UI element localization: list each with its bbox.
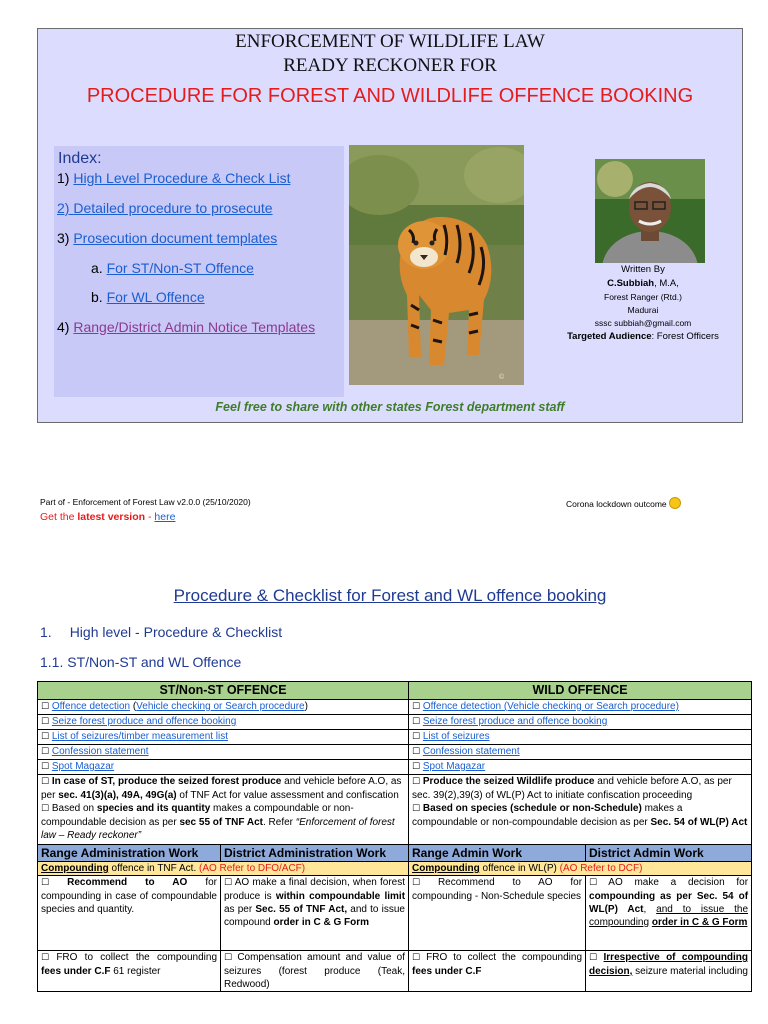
svg-text:©: © [499,374,505,381]
r2c4-a: Irrespective of compounding decision, [589,952,749,977]
wl-case-b: and vehicle before A.O, as per sec. 39(2),39(3) of WL(P) Act to initiate confiscation proceeding [412,776,732,801]
checkbox-icon: ☐ [224,878,233,888]
st-link-confession[interactable]: Confession statement [51,746,149,757]
part-of-note: Part of - Enforcement of Forest Law v2.0.0 (25/10/2020) [40,497,251,507]
index-num: b. [91,289,107,305]
st-case-a: In case of ST, produce the seized forest produce [51,776,282,787]
st-case-c: sec. 41(3)(a), 49A, 49G(a) [58,790,177,801]
range-fees-cell [38,951,221,992]
procedure-table [37,681,752,992]
checkbox-icon: ☐ [412,777,421,787]
checkbox-icon: ☐ [412,702,421,712]
wl-compounding-label: Compounding [412,863,480,874]
audience-value: : Forest Officers [651,331,719,342]
smiley-icon [669,497,681,509]
checkbox-icon: ☐ [412,732,421,742]
index-link-wl-offence[interactable]: For WL Offence [106,289,205,305]
r1c4-c: , [643,904,657,915]
author-photo [595,159,705,263]
wl-link-spot-magazar[interactable]: Spot Magazar [422,761,486,772]
st-compounding-label: Compounding [41,863,109,874]
r2c1-c: 61 register [110,966,161,977]
district-decision-cell [221,876,409,951]
st-link-row [38,715,409,730]
author-email: sssc subbiah@gmail.com [594,318,692,328]
wl-link-row [409,745,752,760]
wl-range-fees-cell [409,951,586,992]
wl-district-irrespective-cell [586,951,752,992]
index-link-st-offence[interactable]: For ST/Non-ST Offence [106,260,254,276]
st-basis-item [41,802,405,842]
st-compounding-text: offence in TNF Act. [108,863,199,874]
tiger-photo [349,145,524,385]
checkbox-icon: ☐ [41,717,50,727]
wl-link-confession[interactable]: Confession statement [422,746,520,757]
r1c2-b: within compoundable limit [275,891,406,902]
r2c3-b: fees under C.F [412,966,482,977]
main-heading: Procedure & Checklist for Forest and WL offence booking [173,586,607,605]
st-link-offence-detection[interactable]: Offence detection [51,701,131,712]
st-link-row [38,730,409,745]
wl-range-admin-header: Range Admin Work [409,845,586,862]
index-item-3a[interactable] [91,260,254,276]
index-item-1[interactable] [57,170,290,186]
checkbox-icon: ☐ [41,702,50,712]
r1c2-d: Sec. 55 of TNF Act, [255,904,348,915]
wl-case-a: Produce the seized Wildlife produce [422,776,595,787]
r1c2-c: as per [224,904,256,915]
cover-box [37,28,743,423]
checkbox-icon: ☐ [589,878,598,888]
st-link-spot-magazar[interactable]: Spot Magazar [51,761,115,772]
checkbox-icon: ☐ [412,878,421,888]
st-link-seizure-list[interactable]: List of seizures/timber measurement list [51,731,229,742]
index-title: Index: [58,150,102,167]
corona-note [566,497,681,509]
wl-district-decision-cell [586,876,752,951]
st-produce-item [41,775,405,802]
wl-link-seizure-list[interactable]: List of seizures [422,731,490,742]
index-item-3[interactable] [57,230,277,246]
audience-label: Targeted Audience [567,331,652,342]
author-block [543,263,743,344]
st-link-seize[interactable]: Seize forest produce and offence booking [51,716,237,727]
wl-basis-b: makes a compoundable or non-compoundable decision as per [412,803,683,828]
st-basis-b: species and its quantity [96,803,211,814]
written-by-label: Written By [621,264,665,275]
st-link-vehicle-checking[interactable]: Vehicle checking or Search procedure [136,701,305,712]
wl-link-seize[interactable]: Seize forest produce and offence booking [422,716,608,727]
checkbox-icon: ☐ [41,732,50,742]
wl-basis-a: Based on species (schedule or non-Schedule) [422,803,642,814]
checkbox-icon: ☐ [41,747,50,757]
checkbox-icon: ☐ [412,953,421,963]
st-link-row [38,745,409,760]
st-basis-d: sec 55 of TNF Act [179,817,263,828]
r1c3-text: Recommend to AO for compounding - Non-Schedule species [412,877,583,902]
st-link-paren-close: ) [304,701,308,712]
st-link-row [38,700,409,715]
r2c1-a: FRO to collect the compounding [56,952,218,963]
latest-version-line [40,511,175,523]
wl-district-admin-header: District Admin Work [586,845,752,862]
st-basis-c: makes a compoundable or non-compoundable decision as per [41,803,354,828]
r1c1-b: for compounding in case of compoundable species and quantity. [41,877,218,915]
st-compounding-row [38,862,409,876]
index-num: 3) [57,230,74,246]
st-basis-e: . Refer [262,817,296,828]
here-link[interactable]: here [154,511,176,523]
index-num: 4) [57,319,74,335]
heading-1-num: 1. [40,624,52,640]
st-offence-header: ST/Non-ST OFFENCE [38,682,409,700]
author-name-line [543,277,743,291]
st-procedure-cell [38,775,409,845]
wl-basis-c: Sec. 54 of WL(P) Act [650,817,748,828]
index-num: 2) [57,200,74,216]
latest-version-label: latest version [77,511,146,523]
r1c2-f: order in C & G Form [273,917,370,928]
author-city: Madurai [627,305,659,315]
checkbox-icon: ☐ [41,953,50,963]
latest-prefix: Get the [40,511,78,523]
st-basis-f: “Enforcement of forest law – Ready reckoner” [41,817,395,841]
share-note: Feel free to share with other states Forest department staff [215,400,565,414]
cover-title-line3: PROCEDURE FOR FOREST AND WILDLIFE OFFENCE BOOKING [86,85,694,107]
wl-basis-item [412,802,748,829]
st-case-d: of TNF Act for value assessment and confiscation [176,790,399,801]
st-compounding-refer: (AO Refer to DFO/ACF) [199,863,306,874]
st-link-row [38,760,409,775]
heading-1 [40,624,282,640]
checkbox-icon: ☐ [41,762,50,772]
index-item-2[interactable] [57,200,273,216]
r2c1-b: fees under C.F [41,966,111,977]
wl-link-row [409,715,752,730]
district-compensation-cell [221,951,409,992]
wl-link-row [409,760,752,775]
index-link-admin-notice[interactable]: Range/District Admin Notice Templates [73,319,316,335]
r2c4-b: seizure material including [632,966,748,977]
corona-text: Corona lockdown outcome [566,499,667,509]
wl-compounding-row [409,862,752,876]
checkbox-icon: ☐ [589,953,598,963]
author-degree: , M.A, [654,278,679,289]
wl-link-row [409,700,752,715]
index-link-templates[interactable]: Prosecution document templates [73,230,278,246]
index-item-3b[interactable] [91,289,205,305]
wl-range-recommend-cell [409,876,586,951]
heading-1-text: High level - Procedure & Checklist [69,624,283,640]
r1c4-b: compounding as per Sec. 54 of WL(P) Act [589,891,749,915]
checkbox-icon: ☐ [412,747,421,757]
checkbox-icon: ☐ [41,777,50,787]
index-link-detailed[interactable]: Detailed procedure to prosecute [73,200,273,216]
index-num: a. [91,260,107,276]
cover-title-line1: ENFORCEMENT OF WILDLIFE LAW [235,31,545,52]
checkbox-icon: ☐ [412,717,421,727]
author-name: C.Subbiah [607,278,655,289]
st-link-paren-open: ( [130,701,137,712]
wl-offence-header: WILD OFFENCE [409,682,752,700]
audience-line [543,330,743,344]
wl-link-offence-detection[interactable]: Offence detection (Vehicle checking or Search procedure) [422,701,679,712]
index-link-high-level[interactable]: High Level Procedure & Check List [73,170,291,186]
wl-compounding-text: offence in WL(P) [479,863,560,874]
index-num: 1) [57,170,70,186]
st-case-b: and vehicle before A.O, as per [41,776,402,801]
checkbox-icon: ☐ [412,762,421,772]
range-recommend-cell [38,876,221,951]
wl-procedure-cell [409,775,752,845]
cover-title-line2: READY RECKONER FOR [283,55,497,76]
r1c4-a: AO make a decision for [608,877,749,888]
wl-produce-item [412,775,748,802]
checkbox-icon: ☐ [224,953,233,963]
checkbox-icon: ☐ [41,804,50,814]
latest-dash: - [145,511,155,523]
checkbox-icon: ☐ [41,878,50,888]
wl-compounding-refer: (AO Refer to DCF) [559,863,643,874]
wl-link-row [409,730,752,745]
r2c2-text: Compensation amount and value of seizures (forest produce (Teak, Redwood) [224,952,406,990]
r1c2-a: AO make a final decision, when forest produce is [224,877,406,902]
heading-1-1: 1.1. ST/Non-ST and WL Offence [40,654,242,670]
r2c3-a: FRO to collect the compounding [426,952,583,963]
r1c1-a: Recommend to AO [67,877,188,888]
checkbox-icon: ☐ [412,804,421,814]
district-admin-header: District Administration Work [221,845,409,862]
r1c4-d: and to issue the compounding [589,904,749,928]
r1c2-e: and to issue compound [224,904,405,928]
st-basis-a: Based on [51,803,97,814]
index-item-4[interactable] [57,319,315,335]
r1c4-e: order in C & G Form [651,917,748,928]
author-designation: Forest Ranger (Rtd.) [604,292,682,302]
range-admin-header: Range Administration Work [38,845,221,862]
